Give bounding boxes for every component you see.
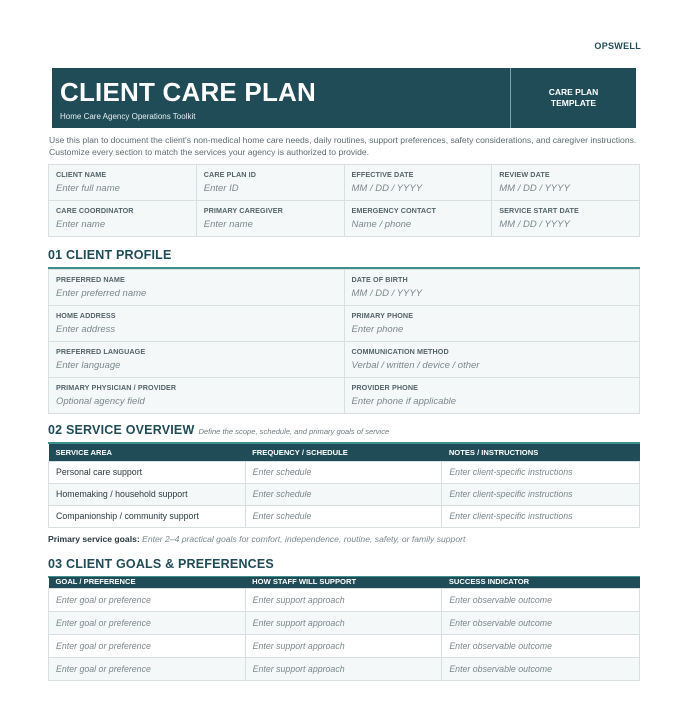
field-value[interactable]: MM / DD / YYYY — [351, 288, 423, 299]
preferred-language-field[interactable] — [49, 342, 344, 377]
table-row — [49, 611, 640, 634]
field-value[interactable]: Enter phone — [351, 324, 404, 335]
table-row — [49, 483, 640, 505]
table-cell[interactable]: Enter client-specific instructions — [442, 483, 640, 505]
field-label: CARE PLAN ID — [203, 170, 257, 179]
field-label: PRIMARY PHYSICIAN / PROVIDER — [56, 383, 177, 392]
goals-label: Primary service goals: — [48, 534, 140, 544]
primary-service-goals — [48, 534, 465, 544]
field-value[interactable]: MM / DD / YYYY — [499, 219, 570, 230]
section-title: 03 CLIENT GOALS & PREFERENCES — [48, 557, 274, 571]
field-value[interactable]: MM / DD / YYYY — [351, 183, 423, 194]
provider-phone-field[interactable] — [344, 378, 640, 413]
field-value[interactable]: Enter ID — [203, 183, 239, 194]
field-value[interactable]: Enter preferred name — [56, 288, 147, 299]
communication-method-field[interactable] — [344, 342, 640, 377]
emergency-contact-field[interactable] — [344, 201, 492, 236]
table-cell[interactable]: Enter goal or preference — [49, 611, 246, 634]
table-cell[interactable]: Enter schedule — [245, 505, 442, 527]
table-header-row — [49, 577, 640, 588]
section-title: 02 SERVICE OVERVIEW — [48, 423, 195, 437]
brand-logo-text: OPSWELL — [594, 41, 641, 51]
field-label: REVIEW DATE — [499, 170, 550, 179]
preferred-name-field[interactable] — [49, 270, 344, 305]
table-cell[interactable]: Enter support approach — [245, 657, 442, 680]
field-value[interactable]: Enter name — [56, 219, 106, 230]
table-cell[interactable]: Enter client-specific instructions — [442, 461, 640, 483]
profile-row — [49, 341, 639, 377]
table-cell[interactable]: Enter client-specific instructions — [442, 505, 640, 527]
table-cell[interactable]: Enter observable outcome — [442, 611, 640, 634]
column-header: FREQUENCY / SCHEDULE — [245, 444, 442, 461]
section-title: 01 CLIENT PROFILE — [48, 248, 172, 262]
table-cell: Companionship / community support — [49, 505, 246, 527]
care-plan-id-field[interactable] — [196, 165, 344, 200]
client-goals-table — [48, 577, 640, 681]
table-cell[interactable]: Enter observable outcome — [442, 588, 640, 611]
field-value[interactable]: MM / DD / YYYY — [499, 183, 570, 194]
page-subtitle: Home Care Agency Operations Toolkit — [60, 112, 196, 121]
table-row — [49, 657, 640, 680]
home-address-field[interactable] — [49, 306, 344, 341]
plan-info-grid — [48, 164, 640, 237]
field-label: PRIMARY CAREGIVER — [203, 206, 283, 215]
column-header: NOTES / INSTRUCTIONS — [442, 444, 640, 461]
primary-physician-field[interactable] — [49, 378, 344, 413]
banner-main — [52, 68, 510, 128]
table-row — [49, 634, 640, 657]
table-cell[interactable]: Enter support approach — [245, 634, 442, 657]
field-label: PREFERRED NAME — [56, 275, 125, 284]
profile-row — [49, 270, 639, 305]
field-value[interactable]: Enter language — [56, 360, 121, 371]
field-value[interactable]: Optional agency field — [56, 396, 145, 407]
field-label: SERVICE START DATE — [499, 206, 579, 215]
table-cell[interactable]: Enter goal or preference — [49, 634, 246, 657]
primary-phone-field[interactable] — [344, 306, 640, 341]
review-date-field[interactable] — [491, 165, 639, 200]
section-note: Define the scope, schedule, and primary goals of service — [198, 427, 390, 436]
field-value[interactable]: Verbal / written / device / other — [351, 360, 480, 371]
template-badge — [510, 68, 636, 128]
field-label: EFFECTIVE DATE — [351, 170, 414, 179]
service-start-date-field[interactable] — [491, 201, 639, 236]
table-row — [49, 505, 640, 527]
section-client-profile-header — [48, 246, 640, 269]
field-label: PROVIDER PHONE — [351, 383, 418, 392]
table-cell[interactable]: Enter support approach — [245, 588, 442, 611]
client-profile-grid — [48, 269, 640, 414]
column-header: GOAL / PREFERENCE — [49, 577, 246, 588]
section-client-goals-header — [48, 555, 640, 578]
effective-date-field[interactable] — [344, 165, 492, 200]
field-label: PREFERRED LANGUAGE — [56, 347, 146, 356]
column-header: SERVICE AREA — [49, 444, 246, 461]
profile-row — [49, 305, 639, 341]
column-header: SUCCESS INDICATOR — [442, 577, 640, 588]
intro-text: Use this plan to document the client's non-medical home care needs, daily routines, support preferences, safety considerations, and caregiver instructions. Customize every section to match the services your agency is authorized to provide. — [49, 135, 637, 157]
field-label: CARE COORDINATOR — [56, 206, 134, 215]
section-service-overview-header — [48, 421, 640, 444]
table-cell[interactable]: Enter schedule — [245, 461, 442, 483]
table-cell: Personal care support — [49, 461, 246, 483]
field-label: PRIMARY PHONE — [351, 311, 414, 320]
field-label: EMERGENCY CONTACT — [351, 206, 436, 215]
table-cell[interactable]: Enter goal or preference — [49, 588, 246, 611]
template-badge-line2: TEMPLATE — [550, 98, 597, 108]
field-value[interactable]: Enter full name — [56, 183, 120, 194]
plan-info-row — [49, 200, 639, 236]
table-header-row — [49, 444, 640, 461]
table-cell[interactable]: Enter support approach — [245, 611, 442, 634]
field-label: DATE OF BIRTH — [351, 275, 408, 284]
goals-value[interactable]: Enter 2–4 practical goals for comfort, independence, routine, safety, or family support — [142, 534, 466, 544]
table-cell[interactable]: Enter observable outcome — [442, 657, 640, 680]
table-cell[interactable]: Enter schedule — [245, 483, 442, 505]
page-title: CLIENT CARE PLAN — [60, 77, 316, 107]
date-of-birth-field[interactable] — [344, 270, 640, 305]
profile-row — [49, 377, 639, 413]
client-name-field[interactable] — [49, 165, 196, 200]
service-overview-table — [48, 444, 640, 528]
field-value[interactable]: Enter name — [203, 219, 253, 230]
template-badge-line1: CARE PLAN — [548, 87, 599, 97]
primary-caregiver-field[interactable] — [196, 201, 344, 236]
field-value[interactable]: Enter phone if applicable — [351, 396, 457, 407]
table-cell: Homemaking / household support — [49, 483, 246, 505]
column-header: HOW STAFF WILL SUPPORT — [245, 577, 442, 588]
table-cell[interactable]: Enter observable outcome — [442, 634, 640, 657]
table-row — [49, 588, 640, 611]
table-row — [49, 461, 640, 483]
field-label: HOME ADDRESS — [56, 311, 116, 320]
field-value[interactable]: Enter address — [56, 324, 116, 335]
field-label: CLIENT NAME — [56, 170, 107, 179]
care-coordinator-field[interactable] — [49, 201, 196, 236]
field-label: COMMUNICATION METHOD — [351, 347, 449, 356]
plan-info-row — [49, 165, 639, 200]
field-value[interactable]: Name / phone — [351, 219, 412, 230]
table-cell[interactable]: Enter goal or preference — [49, 657, 246, 680]
title-banner — [52, 68, 636, 128]
